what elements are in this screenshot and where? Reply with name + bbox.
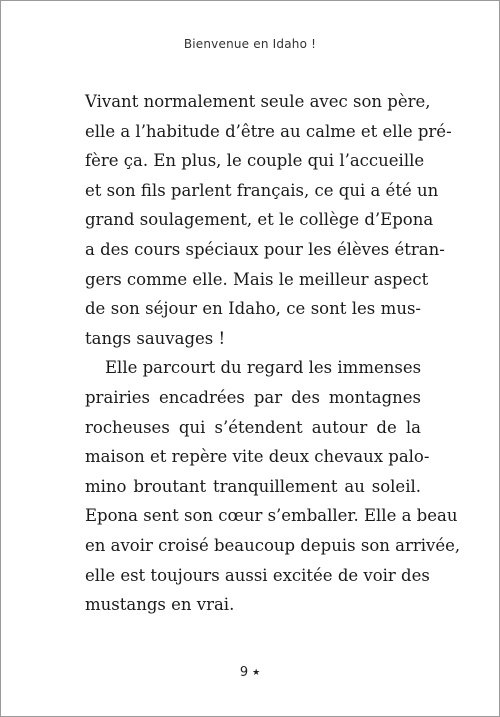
text-line: maison et repère vite deux chevaux palo- xyxy=(85,447,430,467)
page-number: 9 xyxy=(239,665,249,680)
text-line: et son fils parlent français, ce qui a été un xyxy=(85,180,439,200)
text-line: mino broutant tranquillement au soleil. xyxy=(85,476,421,496)
body-text xyxy=(85,87,461,620)
text-line: grand soulagement, et le collège d’Epona xyxy=(85,210,434,230)
text-line: a des cours spéciaux pour les élèves étran- xyxy=(85,239,445,259)
book-page xyxy=(1,1,499,716)
text-line: mustangs en vrai. xyxy=(85,595,235,615)
text-line: en avoir croisé beaucoup depuis son arrivée, xyxy=(85,535,461,555)
paragraph-2 xyxy=(85,353,461,619)
running-head: Bienvenue en Idaho ! xyxy=(183,37,317,51)
text-line: Epona sent son cœur s’emballer. Elle a beau xyxy=(85,506,458,526)
text-line: tangs sauvages ! xyxy=(85,328,226,348)
text-line: gers comme elle. Mais le meilleur aspect xyxy=(85,269,429,289)
text-line: rocheuses qui s’étendent autour de la xyxy=(85,417,421,437)
text-line: Elle parcourt du regard les immenses xyxy=(105,358,422,378)
text-line: elle est toujours aussi excitée de voir des xyxy=(85,565,430,585)
paragraph-1 xyxy=(85,87,452,353)
page-folio xyxy=(1,665,499,680)
text-line: Vivant normalement seule avec son père, xyxy=(85,92,431,111)
text-line: de son séjour en Idaho, ce sont les mus- xyxy=(85,299,421,319)
text-line: fère ça. En plus, le couple qui l’accueille xyxy=(85,151,425,171)
text-line: elle a l’habitude d’être au calme et elle pré- xyxy=(85,121,452,141)
star-icon: ★ xyxy=(252,668,261,678)
text-line: prairies encadrées par des montagnes xyxy=(85,387,421,407)
